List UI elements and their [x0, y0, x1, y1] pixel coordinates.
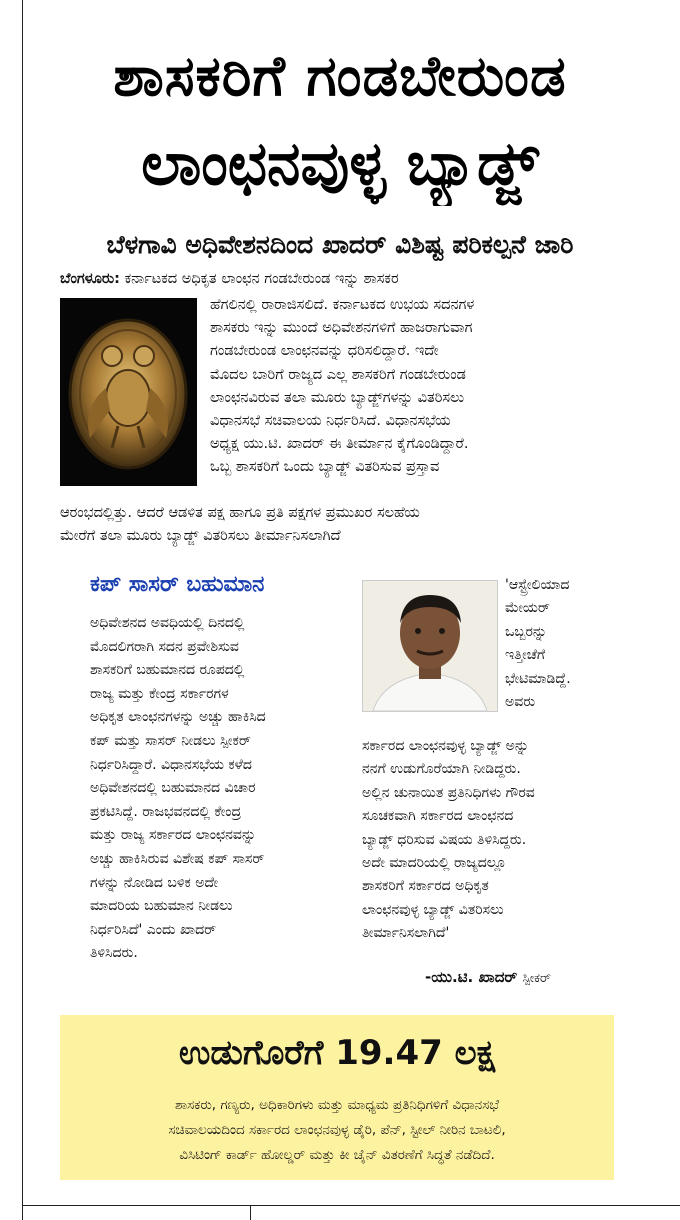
lead-line: ಆರಂಭದಲ್ಲಿತ್ತು. ಆದರೆ ಆಡಳಿತ ಪಕ್ಷ ಹಾಗೂ ಪ್ರತಿ ಪಕ್ಷಗಳ ಪ್ರಮುಖರ ಸಲಹೆಯ: [60, 505, 420, 521]
gandaberunda-emblem-icon: [60, 298, 197, 486]
highlight-body: [82, 1093, 592, 1168]
sidebar-line: ಮೊದಲಿಗರಾಗಿ ಸದನ ಪ್ರವೇಶಿಸುವ: [90, 638, 239, 655]
sidebar-line: ಕಪ್ ಮತ್ತು ಸಾಸರ್ ನೀಡಲು ಸ್ಪೀಕರ್: [90, 732, 251, 749]
sidebar-line: ಶಾಸಕರಿಗೆ ಬಹುಮಾನದ ರೂಪದಲ್ಲಿ: [90, 662, 245, 679]
sidebar-line: ಅಧಿಕೃತ ಲಾಂಛನಗಳನ್ನು ಅಚ್ಚು ಹಾಕಿಸಿದ: [90, 709, 266, 726]
quote-line: ಇತ್ತೀಚೆಗೆ: [505, 647, 545, 664]
highlight-line: ಸಚಿವಾಲಯದಿಂದ ಸರ್ಕಾರದ ಲಾಂಛನವುಳ್ಳ ಡೈರಿ, ಪೆನ್, ಸ್ಟೀಲ್ ನೀರಿನ ಬಾಟಲಿ,: [168, 1122, 506, 1138]
sidebar-line: ಅಧಿವೇಶನದಲ್ಲಿ ಬಹುಮಾನದ ವಿಚಾರ: [90, 780, 256, 797]
quote-short-text: [505, 574, 620, 714]
column-rule: [22, 0, 23, 1220]
sidebar-body: [90, 612, 340, 966]
person-portrait-icon: [363, 581, 497, 711]
highlight-line: ವಿಸಿಟಿಂಗ್ ಕಾರ್ಡ್ ಹೋಲ್ಡರ್ ಮತ್ತು ಕೀ ಚೈನ್ ವಿತರಣೆಗೆ ಸಿದ್ಧತೆ ನಡೆದಿದೆ.: [179, 1147, 495, 1163]
lead-line: ಅಧ್ಯಕ್ಷ ಯು.ಟಿ. ಖಾದರ್ ಈ ತೀರ್ಮಾನ ಕೈಗೊಂಡಿದ್ದಾರೆ.: [210, 436, 469, 453]
byline-title: ಸ್ಪೀಕರ್: [522, 971, 552, 986]
headline-line-1: ಶಾಸಕರಿಗೆ ಗಂಡಬೇರುಂಡ: [113, 44, 567, 109]
quote-line: ಅಲ್ಲಿನ ಚುನಾಯಿತ ಪ್ರತಿನಿಧಿಗಳು ಗೌರವ: [362, 784, 535, 801]
highlight-title: ಉಡುಗೊರೆಗೆ 19.47 ಲಕ್ಷ: [178, 1033, 496, 1073]
lead-line: ಒಬ್ಬ ಶಾಸಕರಿಗೆ ಒಂದು ಬ್ಯಾಡ್ಜ್ ವಿತರಿಸುವ ಪ್ರಸ್ತಾವ: [210, 459, 440, 476]
sidebar-line: ಅಚ್ಚು ಹಾಕಿಸಿರುವ ವಿಶೇಷ ಕಪ್ ಸಾಸರ್: [90, 850, 265, 867]
quote-line: ನನಗೆ ಉಡುಗೊರೆಯಾಗಿ ನೀಡಿದ್ದರು.: [362, 761, 521, 778]
quote-line: ಶಾಸಕರಿಗೆ ಸರ್ಕಾರದ ಅಧಿಕೃತ: [362, 878, 489, 895]
lead-line: ಗಂಡಬೇರುಂಡ ಲಾಂಛನವನ್ನು ಧರಿಸಲಿದ್ದಾರೆ. ಇದೇ: [210, 343, 439, 360]
sidebar-line: ನಿರ್ಧರಿಸಿದೆ' ಎಂದು ಖಾದರ್: [90, 921, 217, 938]
lead-line: ವಿಧಾನಸಭೆ ಸಚಿವಾಲಯ ನಿರ್ಧರಿಸಿದೆ. ವಿಧಾನಸಭೆಯ: [210, 413, 451, 430]
highlight-box: [60, 1015, 614, 1180]
byline-name: -ಯು.ಟಿ. ಖಾದರ್: [425, 968, 518, 986]
lead-wrapped-text: [210, 294, 620, 480]
sidebar-line: ಅಧಿವೇಶನದ ಅವಧಿಯಲ್ಲಿ ದಿನದಲ್ಲಿ: [90, 615, 245, 631]
dateline: ಬೆಂಗಳೂರು:: [60, 271, 120, 287]
sidebar-line: ನಿರ್ಧರಿಸಿದ್ದಾರೆ. ವಿಧಾನಸಭೆಯ ಕಳೆದ: [90, 756, 252, 773]
headline-line-2: ಲಾಂಛನವುಳ್ಳ ಬ್ಯಾಡ್ಜ್: [141, 129, 539, 199]
subheadline: ಬೆಳಗಾವಿ ಅಧಿವೇಶನದಿಂದ ಖಾದರ್ ವಿಶಿಷ್ಟ ಪರಿಕಲ್ಪನೆ ಜಾರಿ: [106, 230, 574, 259]
lead-line: ಲಾಂಛನವಿರುವ ತಲಾ ಮೂರು ಬ್ಯಾಡ್ಜ್‌ಗಳನ್ನು ವಿತರಿಸಲು: [210, 389, 465, 406]
speaker-portrait-photo: [362, 580, 498, 712]
quote-line: ಮೇಯರ್: [505, 600, 550, 617]
quote-line: ಅವರು: [505, 694, 536, 711]
bottom-rule: [22, 1205, 680, 1206]
gandaberunda-emblem-photo: [60, 298, 197, 486]
lead-line: ಮೊದಲ ಬಾರಿಗೆ ರಾಜ್ಯದ ಎಲ್ಲ ಶಾಸಕರಿಗೆ ಗಂಡಬೇರುಂಡ: [210, 366, 466, 383]
lead-line: ಹೆಗಲಿನಲ್ಲಿ ರಾರಾಜಿಸಲಿದೆ. ಕರ್ನಾಟಕದ ಉಭಯ ಸದನಗಳ: [210, 297, 475, 313]
quote-byline: [425, 968, 625, 986]
quote-line: ಭೇಟಿಮಾಡಿದ್ದೆ.: [505, 670, 571, 687]
sidebar-line: ತಿಳಿಸಿದರು.: [90, 945, 138, 962]
quote-line: ಒಬ್ಬರನ್ನು: [505, 623, 548, 640]
lead-first-line: [60, 268, 620, 291]
lead-line: ಶಾಸಕರು ಇನ್ನು ಮುಂದೆ ಅಧಿವೇಶನಗಳಿಗೆ ಹಾಜರಾಗುವಾಗ: [210, 320, 473, 337]
lead-bottom-text: [60, 502, 620, 548]
sidebar-line: ಮತ್ತು ರಾಜ್ಯ ಸರ್ಕಾರದ ಲಾಂಛನವನ್ನು: [90, 827, 257, 844]
sidebar-line: ಪ್ರಕಟಿಸಿದ್ದೆ. ರಾಜಭವನದಲ್ಲಿ ಕೇಂದ್ರ: [90, 803, 242, 820]
sidebar-line: ಮಾದರಿಯ ಬಹುಮಾನ ನೀಡಲು: [90, 898, 233, 915]
quote-line: ಸರ್ಕಾರದ ಲಾಂಛನವುಳ್ಳ ಬ್ಯಾಡ್ಜ್ ಅನ್ನು: [362, 738, 529, 754]
sidebar-heading: ಕಪ್ ಸಾಸರ್ ಬಹುಮಾನ: [90, 572, 265, 597]
quote-line: 'ಆಸ್ಟ್ರೇಲಿಯಾದ: [505, 577, 570, 593]
quote-line: ಲಾಂಛನವುಳ್ಳ ಬ್ಯಾಡ್ಜ್ ವಿತರಿಸಲು: [362, 901, 504, 918]
lead-first-text: ಕರ್ನಾಟಕದ ಅಧಿಕೃತ ಲಾಂಛನ ಗಂಡಬೇರುಂಡ ಇನ್ನು ಶಾಸಕರ: [124, 271, 399, 287]
lead-line: ಮೇರೆಗೆ ತಲಾ ಮೂರು ಬ್ಯಾಡ್ಜ್ ವಿತರಿಸಲು ತೀರ್ಮಾನಿಸಲಾಗಿದೆ: [60, 528, 341, 544]
quote-long-text: [362, 735, 632, 946]
quote-line: ಅದೇ ಮಾದರಿಯಲ್ಲಿ ರಾಜ್ಯದಲ್ಲೂ: [362, 855, 507, 872]
quote-line: ಬ್ಯಾಡ್ಜ್ ಧರಿಸುವ ವಿಷಯ ತಿಳಿಸಿದ್ದರು.: [362, 831, 527, 848]
highlight-line: ಶಾಸಕರು, ಗಣ್ಯರು, ಅಧಿಕಾರಿಗಳು ಮತ್ತು ಮಾಧ್ಯಮ ಪ್ರತಿನಿಧಿಗಳಿಗೆ ವಿಧಾನಸಭೆ: [174, 1097, 500, 1113]
sidebar-line: ಗಳನ್ನು ನೋಡಿದ ಬಳಿಕ ಅದೇ: [90, 874, 219, 891]
bottom-column-tick: [250, 1205, 251, 1220]
quote-line: ತೀರ್ಮಾನಿಸಲಾಗಿದೆ': [362, 925, 450, 942]
sidebar-line: ರಾಜ್ಯ ಮತ್ತು ಕೇಂದ್ರ ಸರ್ಕಾರಗಳ: [90, 685, 229, 702]
quote-line: ಸೂಚಕವಾಗಿ ಸರ್ಕಾರದ ಲಾಂಛನದ: [362, 808, 514, 825]
